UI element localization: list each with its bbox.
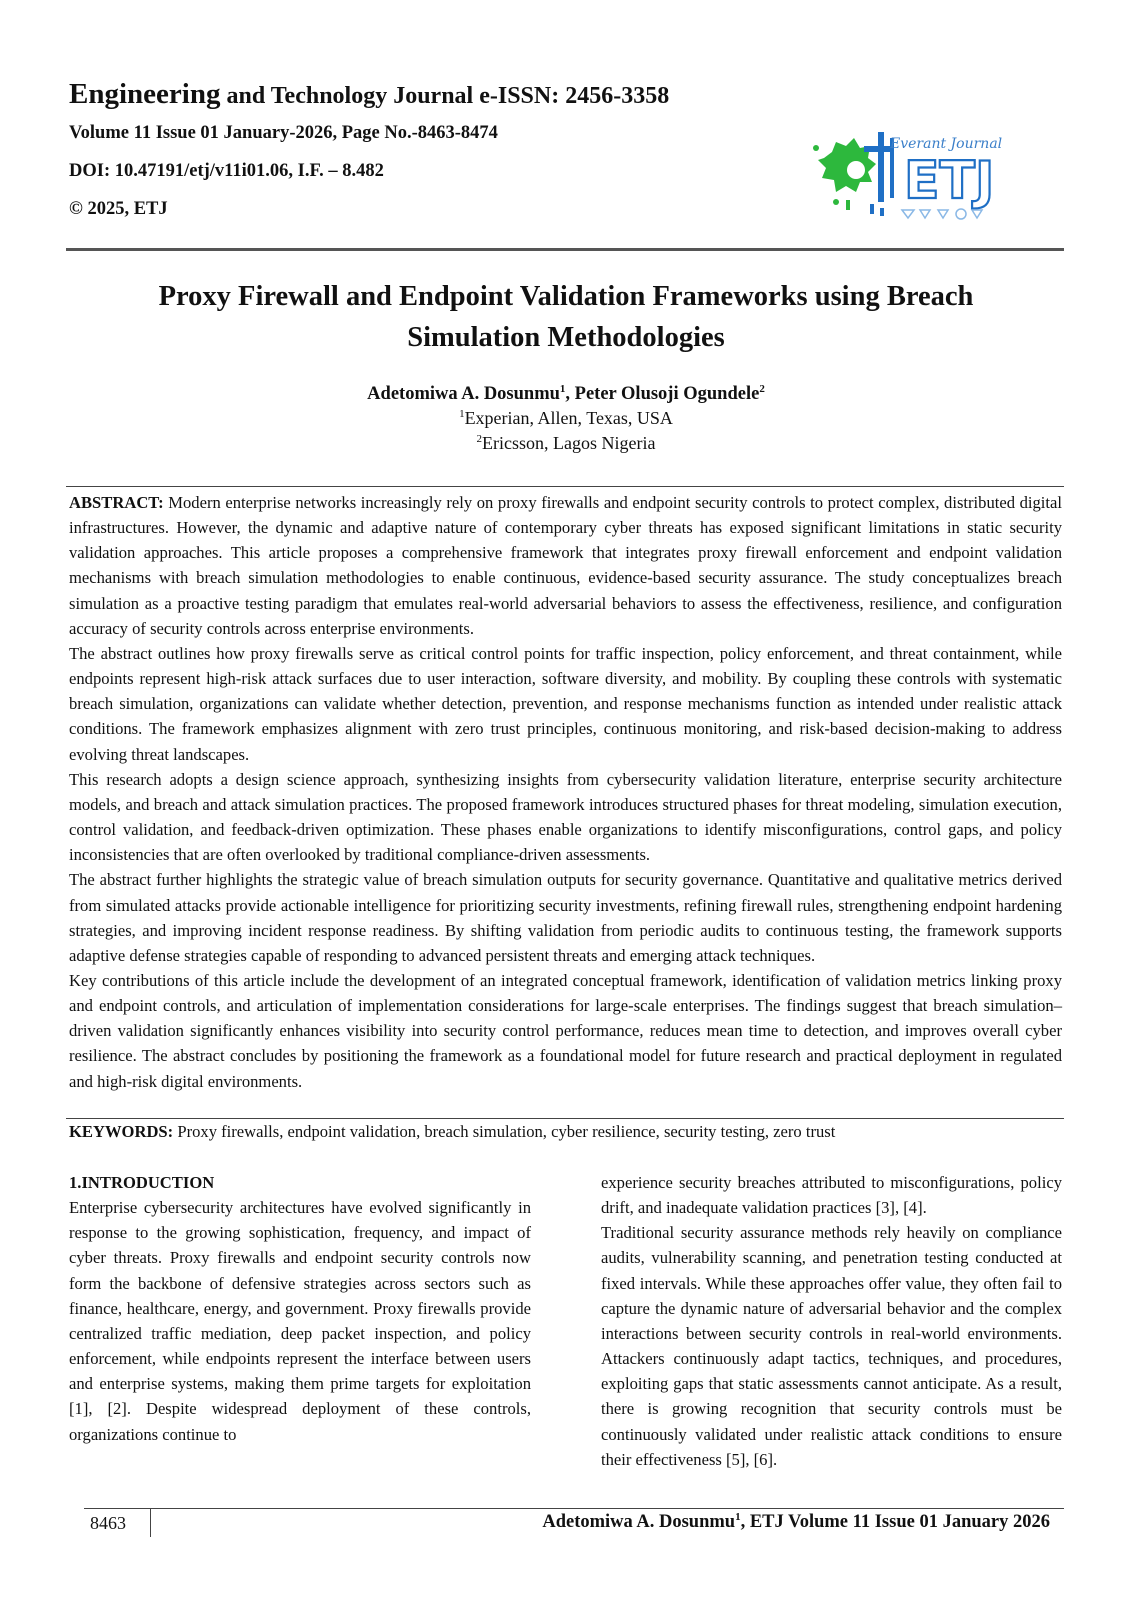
etj-logo xyxy=(806,118,1021,226)
journal-title xyxy=(69,78,769,112)
abstract-paragraph-3: This research adopts a design science approach, synthesizing insights from cybersecurity validation literature, enterprise security architecture models, and breach and attack simulation practices. The proposed framework introduces structured phases for threat modeling, simulation execution, control validation, and feedback-driven optimization. These phases enable organizations to identify misconfigurations, control gaps, and policy inconsistencies that are often overlooked by traditional compliance-driven assessments. xyxy=(69,769,1062,865)
affiliation-1 xyxy=(100,406,1032,430)
right-column xyxy=(601,1170,1062,1472)
article-title-line-2: Simulation Methodologies xyxy=(407,322,725,353)
copyright-line: © 2025, ETJ xyxy=(69,199,168,219)
footer-separator xyxy=(150,1509,151,1537)
abstract-paragraph-2: The abstract outlines how proxy firewalls serve as critical control points for traffic inspection, policy enforcement, and threat containment, while endpoints represent high-risk attack surfaces due to user interaction, software diversity, and mobility. By coupling these controls with systematic breach simulation, organizations can validate whether detection, prevention, and response mechanisms function as intended under realistic attack conditions. The framework emphasizes alignment with zero trust principles, continuous monitoring, and risk-based decision-making to address evolving threat landscapes. xyxy=(69,643,1062,764)
affiliation-1-text: Experian, Allen, Texas, USA xyxy=(464,408,673,428)
affiliation-1-superscript: 1 xyxy=(459,408,465,420)
affiliation-2 xyxy=(100,431,1032,455)
author-2-superscript: 2 xyxy=(759,382,765,395)
page-number: 8463 xyxy=(90,1513,126,1533)
intro-paragraph-2: Traditional security assurance methods rely heavily on compliance audits, vulnerability scanning, and penetration testing conducted at fixed intervals. While these approaches offer value, they often fail to capture the dynamic nature of adversarial behavior and the complex interactions between security controls in real-world environments. Attackers continuously adapt tactics, techniques, and procedures, exploiting gaps that static assessments cannot anticipate. As a result, there is growing recognition that security controls must be continuously validated under realistic attack conditions to ensure their effectiveness [5], [6]. xyxy=(601,1223,1062,1469)
footer-citation xyxy=(300,1510,1050,1534)
section-heading-introduction: 1.INTRODUCTION xyxy=(69,1173,215,1192)
affiliation-2-superscript: 2 xyxy=(476,433,483,445)
logo-letters: ETJ xyxy=(904,151,995,211)
left-column xyxy=(69,1170,531,1447)
header-rule xyxy=(66,248,1064,251)
volume-line: Volume 11 Issue 01 January-2026, Page No.-8463-8474 xyxy=(69,123,498,143)
intro-paragraph-1-continued: experience security breaches attributed to misconfigurations, policy drift, and inadequate validation practices [3], [4]. xyxy=(601,1173,1062,1218)
affiliation-2-text: Ericsson, Lagos Nigeria xyxy=(482,433,656,453)
article-title xyxy=(100,276,1032,358)
article-title-line-1: Proxy Firewall and Endpoint Validation Frameworks using Breach xyxy=(158,281,974,312)
logo-label: Everant Journal xyxy=(890,136,1003,152)
footer-author: Adetomiwa A. Dosunmu xyxy=(542,1512,736,1532)
journal-header xyxy=(69,78,769,228)
doi-line: DOI: 10.47191/etj/v11i01.06, I.F. – 8.482 xyxy=(69,161,384,181)
author-2: Peter Olusoji Ogundele xyxy=(574,384,760,404)
footer-author-superscript: 1 xyxy=(735,1510,741,1523)
abstract-label: ABSTRACT: xyxy=(69,493,164,512)
keywords-text: Proxy firewalls, endpoint validation, breach simulation, cyber resilience, security testing, zero trust xyxy=(177,1122,836,1141)
abstract xyxy=(69,490,1062,1094)
journal-title-rest: and Technology Journal e-ISSN: 2456-3358 xyxy=(226,83,670,109)
abstract-paragraph-5: Key contributions of this article include the development of an integrated conceptual framework, identification of validation metrics linking proxy and endpoint controls, and articulation of implementation considerations for large-scale enterprises. The findings suggest that breach simulation–driven validation significantly enhances visibility into security control performance, reduces mean time to detection, and improves overall cyber resilience. The abstract concludes by positioning the framework as a foundational model for future research and practical deployment in regulated and high-risk digital environments. xyxy=(69,970,1062,1091)
author-list xyxy=(100,382,1032,406)
keywords-label: KEYWORDS: xyxy=(69,1122,174,1141)
footer-rule xyxy=(84,1508,1064,1509)
journal-title-first-word: Engineering xyxy=(69,78,221,110)
author-1: Adetomiwa A. Dosunmu xyxy=(367,384,560,404)
author-separator: , xyxy=(565,384,575,404)
abstract-paragraph-4: The abstract further highlights the strategic value of breach simulation outputs for security governance. Quantitative and qualitative metrics derived from simulated attacks provide actionable intelligence for prioritizing security investments, refining firewall rules, strengthening endpoint hardening strategies, and improving incident response readiness. By shifting validation from periodic audits to continuous testing, the framework supports adaptive defense strategies capable of responding to advanced persistent threats and emerging attack techniques. xyxy=(69,870,1062,965)
abstract-top-rule xyxy=(66,486,1064,487)
author-1-superscript: 1 xyxy=(559,382,566,395)
abstract-paragraph-1 xyxy=(69,490,1062,641)
keywords xyxy=(69,1119,1062,1144)
intro-paragraph-1: Enterprise cybersecurity architectures have evolved significantly in response to the growing sophistication, frequency, and impact of cyber threats. Proxy firewalls and endpoint security controls now form the backbone of defensive strategies across sectors such as finance, healthcare, energy, and government. Proxy firewalls provide centralized traffic mediation, deep packet inspection, and policy enforcement, while endpoints represent the interface between users and enterprise systems, making them prime targets for exploitation [1], [2]. Despite widespread deployment of these controls, organizations continue to xyxy=(69,1198,531,1444)
abstract-text-1: Modern enterprise networks increasingly rely on proxy firewalls and endpoint security controls to protect complex, distributed digital infrastructures. However, the dynamic and adaptive nature of contemporary cyber threats has exposed significant limitations in static security validation approaches. This article proposes a comprehensive framework that integrates proxy firewall enforcement and endpoint validation mechanisms with breach simulation methodologies to enable continuous, evidence-based security assurance. The study conceptualizes breach simulation as a proactive testing paradigm that emulates real-world adversarial behaviors to assess the effectiveness, resilience, and configuration accuracy of security controls across enterprise environments. xyxy=(69,493,1063,638)
footer-issue: , ETJ Volume 11 Issue 01 January 2026 xyxy=(740,1512,1050,1532)
